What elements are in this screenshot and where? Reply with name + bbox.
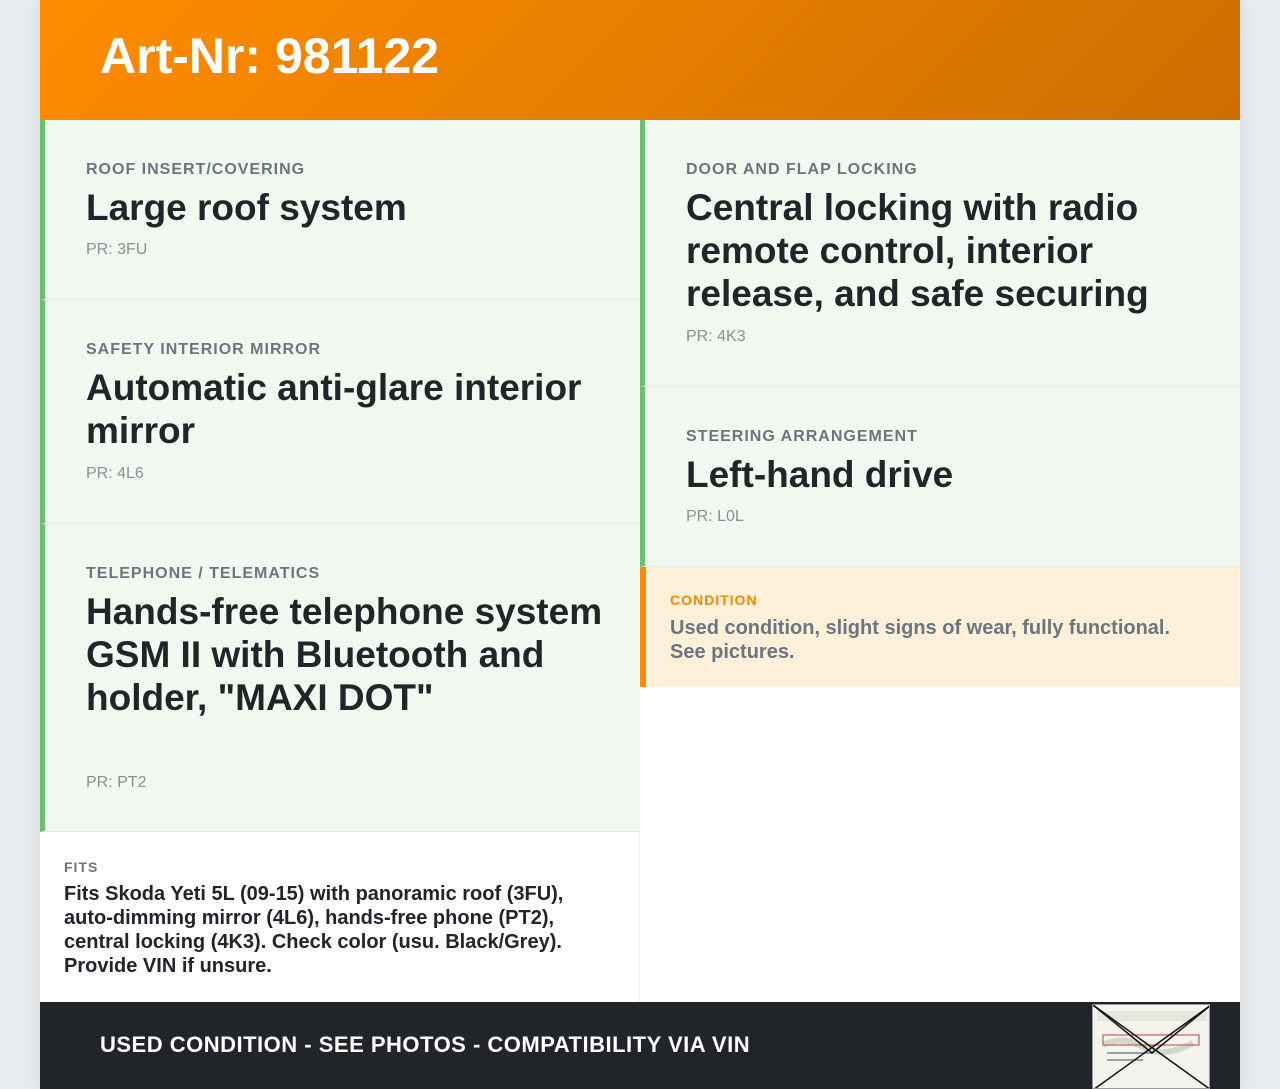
option-category: ROOF INSERT/COVERING [86, 161, 306, 178]
fits-label: FITS [64, 859, 99, 875]
vehicle-data-sticker-thumbnail [1092, 1004, 1210, 1089]
option-value: Automatic anti-glare interior mirror [86, 367, 582, 451]
option-value: Hands-free telephone system GSM II with Bluetooth and holder, "MAXI DOT" [86, 591, 603, 718]
product-sheet [40, 0, 1240, 1089]
condition-box [640, 567, 1240, 687]
option-category: TELEPHONE / TELEMATICS [86, 565, 321, 582]
condition-label: CONDITION [670, 592, 758, 608]
fits-text: Fits Skoda Yeti 5L (09-15) with panoramic roof (3FU), auto-dimming mirror (4L6), hands-free phone (PT2), central locking (4K3). Check color (usu. Black/Grey). Provide VIN if unsure. [64, 883, 564, 977]
option-pr-code: PR: 3FU [86, 241, 148, 258]
option-category: DOOR AND FLAP LOCKING [686, 161, 918, 178]
sticker-image-icon [1093, 1005, 1210, 1089]
option-card-mirror [40, 300, 640, 524]
option-card-roof [40, 120, 640, 300]
fits-box [40, 832, 640, 1002]
option-pr-code: PR: L0L [686, 508, 744, 525]
footer-bar [40, 1002, 1240, 1089]
option-value: Large roof system [86, 187, 407, 228]
option-category: SAFETY INTERIOR MIRROR [86, 341, 322, 358]
option-value: Central locking with radio remote control, interior release, and safe securing [686, 187, 1149, 314]
option-pr-code: PR: 4K3 [686, 328, 746, 345]
option-card-steering [640, 387, 1240, 567]
option-pr-code: PR: PT2 [86, 774, 147, 791]
option-category: STEERING ARRANGEMENT [686, 428, 918, 445]
option-pr-code: PR: 4L6 [86, 465, 144, 482]
condition-text: Used condition, slight signs of wear, fully functional. See pictures. [670, 617, 1171, 663]
article-number-title: Art-Nr: 981122 [100, 28, 440, 84]
option-value: Left-hand drive [686, 454, 954, 495]
header-bar [40, 0, 1240, 120]
option-card-telephone [40, 524, 640, 832]
option-card-locking [640, 120, 1240, 387]
footer-text: USED CONDITION - SEE PHOTOS - COMPATIBILITY VIA VIN [100, 1032, 751, 1057]
